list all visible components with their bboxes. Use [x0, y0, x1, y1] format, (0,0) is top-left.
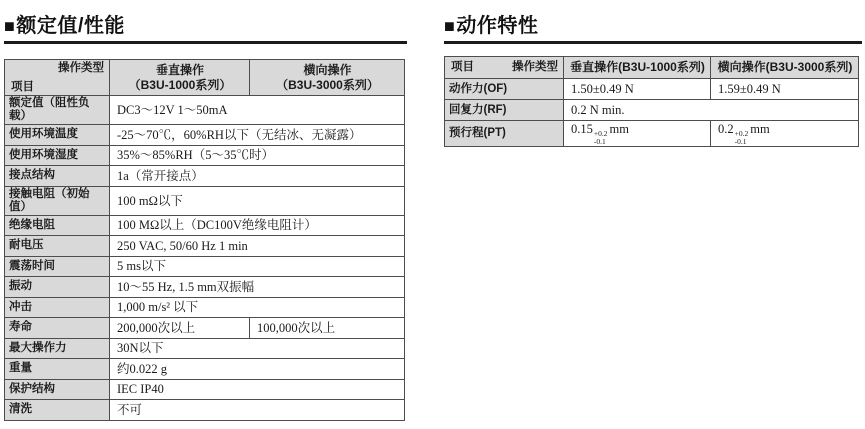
- row-label: 回复力(RF): [445, 100, 564, 121]
- row-label: 冲击: [5, 297, 110, 318]
- corner-header-item: 项目: [451, 61, 474, 73]
- corner-header-cell: [5, 60, 110, 96]
- operating-characteristics-table-body: [445, 79, 859, 147]
- column-header-line2: （B3U-1000系列）: [128, 77, 232, 92]
- column-header-line2: （B3U-3000系列）: [276, 77, 379, 92]
- table-row: [5, 236, 405, 257]
- row-label: 额定值（阻性负载）: [5, 96, 110, 125]
- row-value: 5 ms以下: [110, 256, 405, 277]
- row-label: 震荡时间: [5, 256, 110, 277]
- table-row: [5, 215, 405, 236]
- row-value: -25～70℃，60%RH以下（无结冰、无凝露）: [110, 125, 405, 146]
- table-row: [5, 359, 405, 380]
- row-label: 使用环境湿度: [5, 145, 110, 166]
- row-value: 0.2 N min.: [564, 100, 859, 121]
- row-value: 约0.022 g: [110, 359, 405, 380]
- row-label: 接触电阻（初始值）: [5, 186, 110, 215]
- operating-characteristics-table: [444, 56, 859, 147]
- table-row: [5, 318, 405, 339]
- table-header-row: [5, 60, 405, 96]
- row-label: 寿命: [5, 318, 110, 339]
- column-header-lateral: 横向操作(B3U-3000系列): [711, 57, 859, 79]
- row-value: [564, 121, 711, 147]
- row-label: 耐电压: [5, 236, 110, 257]
- table-row: [5, 96, 405, 125]
- table-row: [5, 256, 405, 277]
- row-label: 绝缘电阻: [5, 215, 110, 236]
- row-label: 清洗: [5, 400, 110, 421]
- row-value: DC3～12V 1～50mA: [110, 96, 405, 125]
- row-value: IEC IP40: [110, 379, 405, 400]
- corner-header-operation-type: 操作类型: [58, 61, 104, 74]
- row-label: 最大操作力: [5, 338, 110, 359]
- row-label: 动作力(OF): [445, 79, 564, 100]
- operating-characteristics-section: [444, 14, 862, 147]
- column-header-vertical: [110, 60, 250, 96]
- row-value: 200,000次以上: [110, 318, 250, 339]
- row-value: 100 mΩ以下: [110, 186, 405, 215]
- table-row: [5, 379, 405, 400]
- table-row: [5, 125, 405, 146]
- table-row: [5, 277, 405, 298]
- corner-header-item: 项目: [11, 80, 34, 93]
- row-value: 100,000次以上: [250, 318, 405, 339]
- row-label: 重量: [5, 359, 110, 380]
- section-bullet-icon: ■: [444, 16, 456, 36]
- table-row: [5, 166, 405, 187]
- rated-performance-table: [4, 59, 405, 421]
- column-header-vertical: 垂直操作(B3U-1000系列): [564, 57, 711, 79]
- row-value: 1,000 m/s² 以下: [110, 297, 405, 318]
- row-value: 35%～85%RH（5～35℃时）: [110, 145, 405, 166]
- section-title-rated: [4, 14, 407, 44]
- table-row: [5, 186, 405, 215]
- section-bullet-icon: ■: [4, 16, 16, 36]
- table-row: [5, 338, 405, 359]
- table-row: [5, 145, 405, 166]
- row-value: 10～55 Hz, 1.5 mm双振幅: [110, 277, 405, 298]
- tolerance-value: 0.2 +0.2 -0.1 mm: [718, 122, 770, 146]
- table-row: [5, 400, 405, 421]
- table-header-row: [445, 57, 859, 79]
- row-value: 100 MΩ以上（DC100V绝缘电阻计）: [110, 215, 405, 236]
- table-row: [445, 121, 859, 147]
- section-title-text: 额定值/性能: [16, 15, 125, 37]
- row-value: 1a（常开接点）: [110, 166, 405, 187]
- column-header-line1: 横向操作: [303, 62, 352, 77]
- row-value: 30N以下: [110, 338, 405, 359]
- table-row: [5, 297, 405, 318]
- section-title-text: 动作特性: [456, 15, 539, 37]
- row-label: 振动: [5, 277, 110, 298]
- row-value: 1.59±0.49 N: [711, 79, 859, 100]
- row-value: 不可: [110, 400, 405, 421]
- tolerance-value: 0.15 +0.2 -0.1 mm: [571, 122, 629, 146]
- row-label: 使用环境温度: [5, 125, 110, 146]
- column-header-line1: 垂直操作: [155, 62, 204, 77]
- table-row: [445, 79, 859, 100]
- rated-performance-table-body: [5, 96, 405, 421]
- rated-performance-section: [4, 14, 407, 421]
- table-row: [445, 100, 859, 121]
- corner-header-cell: [445, 57, 564, 79]
- row-value: 1.50±0.49 N: [564, 79, 711, 100]
- column-header-lateral: [250, 60, 405, 96]
- row-label: 保护结构: [5, 379, 110, 400]
- row-label: 接点结构: [5, 166, 110, 187]
- row-label: 预行程(PT): [445, 121, 564, 147]
- row-value: [711, 121, 859, 147]
- section-title-operating: [444, 14, 862, 44]
- row-value: 250 VAC, 50/60 Hz 1 min: [110, 236, 405, 257]
- corner-header-operation-type: 操作类型: [512, 61, 558, 73]
